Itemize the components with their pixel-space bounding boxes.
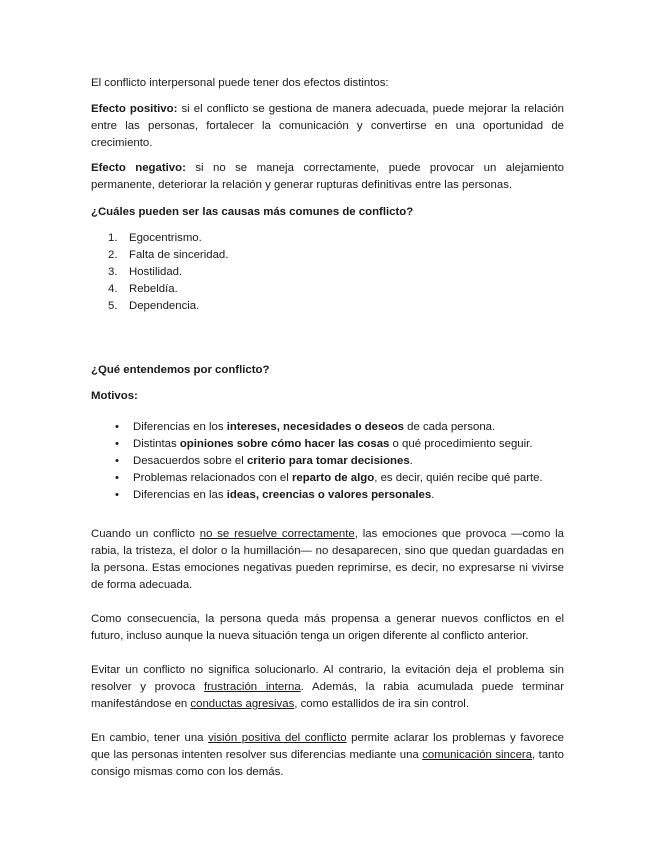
list-item: • Diferencias en las ideas, creencias o valores personales. [91, 487, 564, 504]
positive-effect-label: Efecto positivo: [91, 103, 178, 115]
list-text: Falta de sinceridad. [129, 249, 229, 261]
list-number: 5. [108, 300, 118, 312]
motives-list [91, 419, 564, 504]
list-item: • Desacuerdos sobre el criterio para tomar decisiones. [91, 453, 564, 470]
positive-effect-text: si el conflicto se gestiona de manera adecuada, puede mejorar la relación entre las personas, fortalecer la comunicación y convertirse en una oportunidad de crecimiento. [91, 103, 564, 149]
negative-effect-label: Efecto negativo: [91, 162, 186, 174]
bullet-icon: • [115, 421, 119, 433]
list-item [91, 247, 564, 264]
conflict-heading: ¿Qué entendemos por conflicto? [91, 364, 270, 376]
list-text: Rebeldía. [129, 283, 178, 295]
list-item: • Problemas relacionados con el reparto de algo, es decir, quién recibe qué parte. [91, 470, 564, 487]
list-text: Dependencia. [129, 300, 200, 312]
document-body [91, 75, 564, 781]
list-item [91, 230, 564, 247]
list-number: 2. [108, 249, 118, 261]
unresolved-paragraph: Cuando un conflicto no se resuelve correctamente, las emociones que provoca —como la rabia, la tristeza, el dolor o la humillación— no desaparecen, sino que quedan guardadas en la persona. Estas emociones negativas pueden reprimirse, es decir, no expresarse ni vivirse de forma adecuada. [91, 528, 564, 591]
list-item [91, 298, 564, 315]
motives-label: Motivos: [91, 390, 138, 402]
list-item: • Diferencias en los intereses, necesidades o deseos de cada persona. [91, 419, 564, 436]
negative-effect-paragraph [91, 160, 564, 194]
aggressive-underline: conductas agresivas [190, 698, 295, 710]
list-item: • Distintas opiniones sobre cómo hacer las cosas o qué procedimiento seguir. [91, 436, 564, 453]
bullet-icon: • [115, 438, 119, 450]
frustration-underline: frustración interna [203, 681, 301, 693]
bullet-icon: • [115, 455, 119, 467]
list-text: Egocentrismo. [129, 232, 202, 244]
communication-underline: comunicación sincera [422, 749, 533, 761]
list-number: 4. [108, 283, 118, 295]
bullet-icon: • [115, 489, 119, 501]
positive-vision-paragraph: En cambio, tener una visión positiva del conflicto permite aclarar los problemas y favorece que las personas intenten resolver sus diferencias mediante una comunicación sincera, tanto consigo mismas como con los demás. [91, 732, 564, 778]
causes-heading: ¿Cuáles pueden ser las causas más comunes de conflicto? [91, 206, 414, 218]
consequence-paragraph: Como consecuencia, la persona queda más propensa a generar nuevos conflictos en el futuro, incluso aunque la nueva situación tenga un origen diferente al conflicto anterior. [91, 613, 564, 642]
intro-line: El conflicto interpersonal puede tener dos efectos distintos: [91, 77, 389, 89]
positive-effect-paragraph [91, 101, 564, 152]
causes-list [91, 230, 564, 315]
unresolved-underline: no se resuelve correctamente [199, 528, 355, 540]
negative-effect-text: si no se maneja correctamente, puede provocar un alejamiento permanente, deteriorar la relación y generar rupturas definitivas entre las personas. [91, 162, 565, 191]
list-number: 1. [108, 232, 118, 244]
bullet-icon: • [115, 472, 119, 484]
list-number: 3. [108, 266, 118, 278]
avoidance-paragraph: Evitar un conflicto no significa solucionarlo. Al contrario, la evitación deja el problema sin resolver y provoca frustración interna. Además, la rabia acumulada puede terminar manifestándose en conductas agresivas, como estallidos de ira sin control. [91, 664, 564, 710]
list-item [91, 264, 564, 281]
vision-underline: visión positiva del conflicto [208, 732, 347, 744]
list-item [91, 281, 564, 298]
list-text: Hostilidad. [129, 266, 183, 278]
